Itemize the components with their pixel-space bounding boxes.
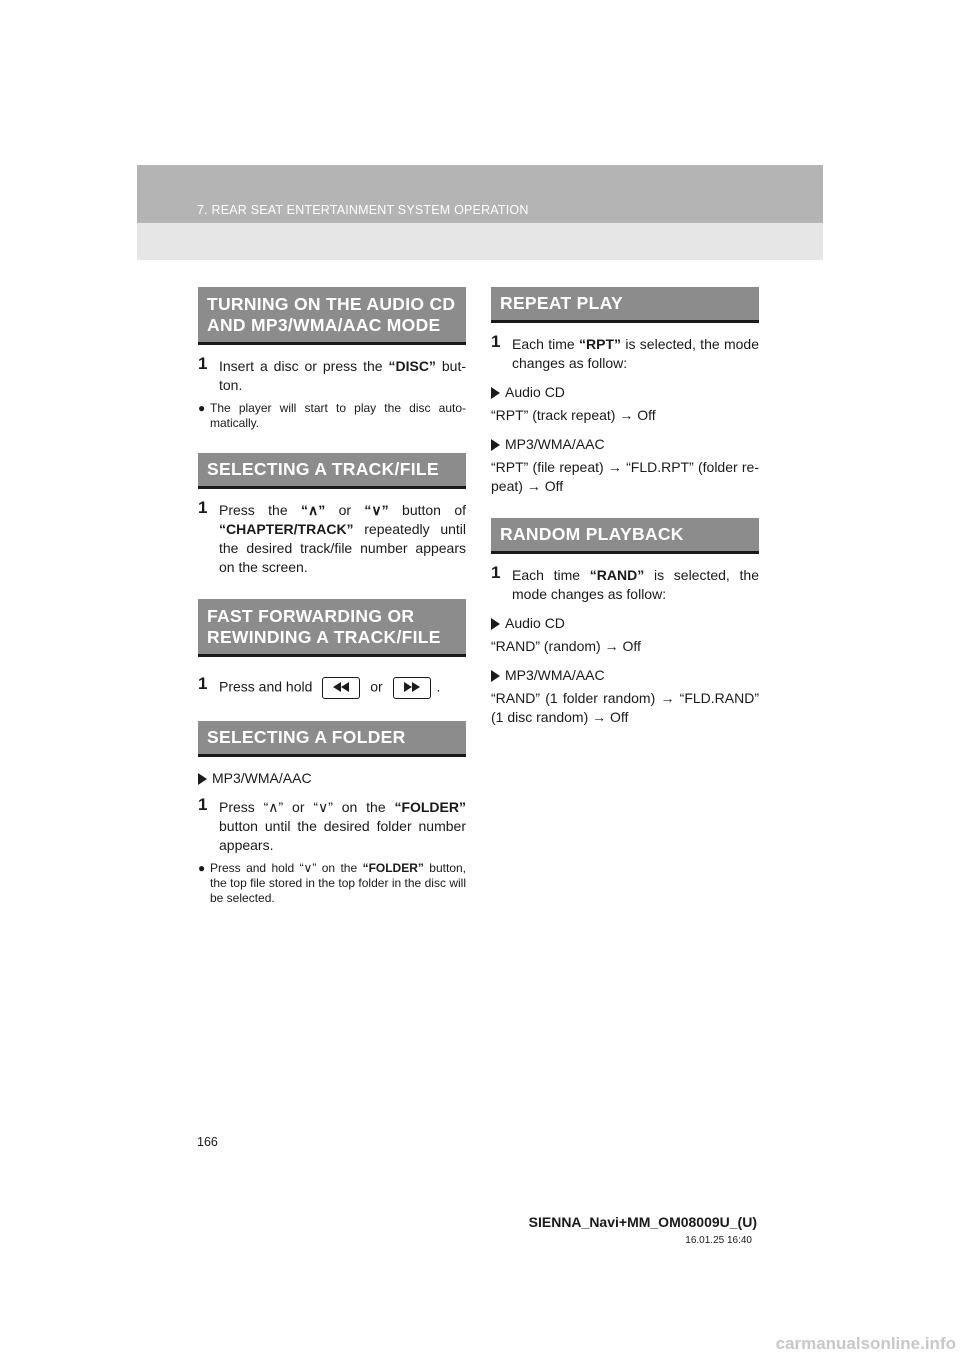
heading-selecting-folder: SELECTING A FOLDER	[198, 721, 466, 757]
arrow-icon	[491, 387, 500, 399]
document-code: SIENNA_Navi+MM_OM08009U_(U)	[528, 1214, 757, 1230]
mode-audio-cd: Audio CD	[491, 383, 759, 402]
random-sequence-mp3: “RAND” (1 folder random) → “FLD.RAND” (1 disc random) → Off	[491, 690, 759, 725]
repeat-sequence-cd: “RPT” (track repeat) → Off	[491, 407, 656, 423]
mode-mp3: MP3/WMA/AAC	[491, 666, 759, 685]
rewind-icon	[322, 677, 360, 699]
arrow-icon	[491, 439, 500, 451]
bullet-dot: ●	[198, 861, 206, 875]
step-number: 1	[198, 498, 208, 517]
heading-turning-on: TURNING ON THE AUDIO CD AND MP3/WMA/AAC MODE	[198, 287, 466, 345]
header-subband	[137, 223, 823, 260]
arrow-icon	[491, 670, 500, 682]
heading-repeat-play: REPEAT PLAY	[491, 287, 759, 323]
bullet-top-file: ● Press and hold “∨” on the “FOLDER” button, the top file stored in the top folder in the disc will be selected.	[198, 861, 466, 905]
fast-forward-icon	[393, 677, 431, 699]
print-date: 16.01.25 16:40	[685, 1235, 752, 1246]
mode-audio-cd: Audio CD	[491, 614, 759, 633]
heading-selecting-track: SELECTING A TRACK/FILE	[198, 453, 466, 489]
step-select-folder: 1 Press “∧” or “∨” on the “FOLDER” button until the desired folder number appears.	[198, 795, 466, 853]
mode-mp3: MP3/WMA/AAC	[491, 435, 759, 454]
bullet-dot: ●	[198, 401, 206, 415]
bullet-auto-play: ● The player will start to play the disc auto-matically.	[198, 401, 466, 430]
heading-fast-forward: FAST FORWARDING OR REWINDING A TRACK/FILE	[198, 599, 466, 657]
random-sequence-cd: “RAND” (random) → Off	[491, 638, 641, 654]
step-select-track: 1 Press the “∧” or “∨” button of “CHAPTER/TRACK” repeatedly until the desired track/file number appears on the screen.	[198, 498, 466, 575]
mode-mp3: MP3/WMA/AAC	[198, 769, 466, 788]
step-number: 1	[491, 332, 501, 351]
page-number: 166	[197, 1135, 218, 1149]
heading-random-playback: RANDOM PLAYBACK	[491, 518, 759, 554]
left-column	[198, 287, 466, 906]
arrow-icon	[198, 773, 207, 785]
arrow-icon	[491, 618, 500, 630]
step-insert-disc: 1 Insert a disc or press the “DISC” but-ton.	[198, 354, 467, 393]
step-number: 1	[491, 563, 501, 582]
step-number: 1	[198, 674, 208, 693]
step-number: 1	[198, 795, 208, 814]
repeat-sequence-mp3: “RPT” (file repeat) → “FLD.RPT” (folder re-peat) → Off	[491, 459, 759, 494]
step-number: 1	[198, 354, 208, 373]
step-random: 1 Each time “RAND” is selected, the mode changes as follow:	[491, 563, 760, 602]
step-repeat: 1 Each time “RPT” is selected, the mode changes as follow:	[491, 332, 759, 371]
right-column	[491, 287, 759, 727]
step-press-hold: 1 Press and hold or .	[198, 677, 466, 699]
section-title: 7. REAR SEAT ENTERTAINMENT SYSTEM OPERATION	[197, 203, 529, 217]
watermark-site: carmanualsonline.info	[775, 1334, 956, 1353]
